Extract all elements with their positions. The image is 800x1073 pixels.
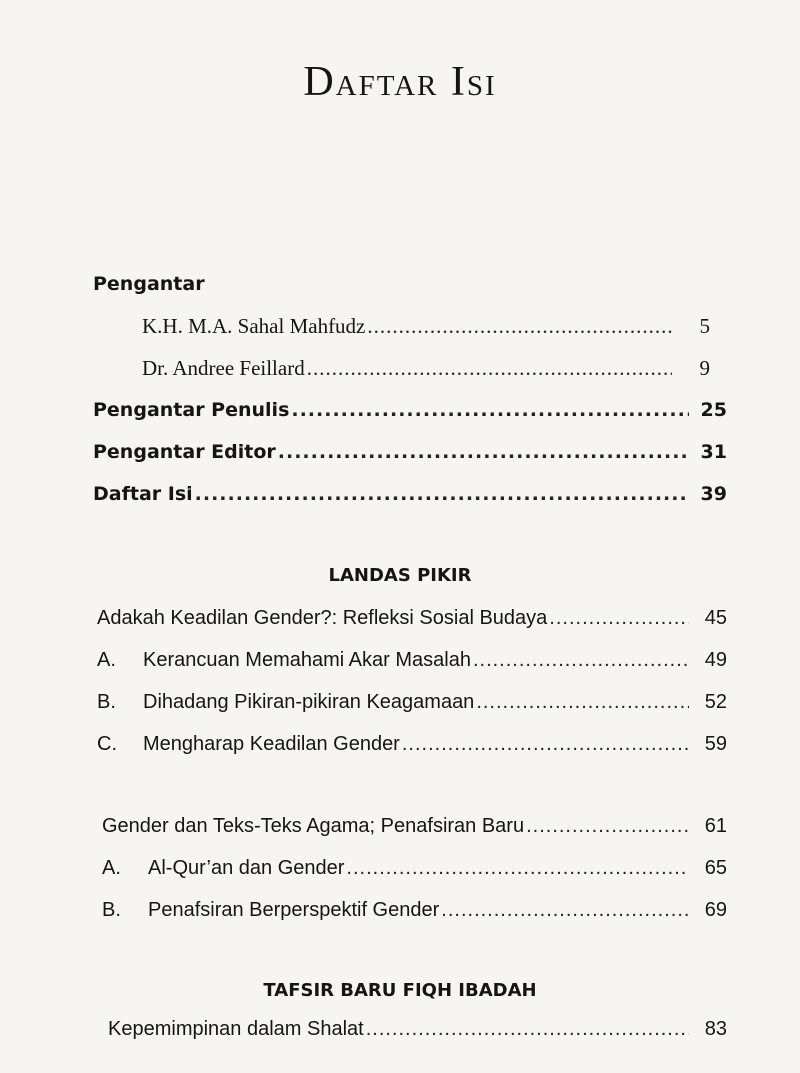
- toc-entry-article-1-a[interactable]: [97, 647, 727, 673]
- toc-entry-sahal[interactable]: [142, 313, 710, 339]
- toc-entry-page: 49: [704, 649, 727, 671]
- toc-entry-page: 59: [704, 733, 727, 755]
- toc-entry-article-2-b[interactable]: [102, 897, 727, 923]
- toc-entry-article-2[interactable]: [102, 813, 727, 839]
- leader-dots: [195, 481, 689, 507]
- toc-entry-article-1[interactable]: [97, 605, 727, 631]
- section-heading-landas-pikir: LANDAS PIKIR: [328, 565, 472, 586]
- leader-dots: [549, 605, 689, 631]
- leader-dots: [441, 897, 689, 923]
- leader-dots: [278, 439, 689, 465]
- toc-entry-label: Kerancuan Memahami Akar Masalah: [143, 649, 471, 671]
- leader-dots: [402, 731, 689, 757]
- page-title: Daftar Isi: [303, 59, 497, 105]
- toc-entry-letter: A.: [97, 649, 116, 671]
- toc-entry-letter: B.: [102, 899, 121, 921]
- leader-dots: [366, 1016, 689, 1042]
- leader-dots: [473, 647, 689, 673]
- section-heading-tafsir: TAFSIR BARU FIQH IBADAH: [263, 980, 537, 1001]
- leader-dots: [291, 397, 689, 423]
- toc-entry-label: Penafsiran Berperspektif Gender: [148, 899, 440, 921]
- leader-dots: [476, 689, 689, 715]
- toc-entry-article-1-b[interactable]: [97, 689, 727, 715]
- leader-dots: [307, 355, 672, 381]
- toc-entry-page: 31: [700, 441, 727, 463]
- toc-entry-kepemimpinan[interactable]: [108, 1016, 727, 1042]
- toc-entry-article-2-a[interactable]: [102, 855, 727, 881]
- toc-entry-letter: C.: [97, 733, 117, 755]
- toc-entry-label: Kepemimpinan dalam Shalat: [108, 1018, 364, 1040]
- leader-dots: [367, 313, 672, 339]
- toc-entry-page: 45: [704, 607, 727, 629]
- toc-entry-label: Dr. Andree Feillard: [142, 356, 305, 380]
- toc-entry-page: 5: [699, 314, 710, 338]
- toc-entry-page: 65: [704, 857, 727, 879]
- toc-entry-feillard[interactable]: [142, 355, 710, 381]
- toc-entry-page: 83: [704, 1018, 727, 1040]
- toc-entry-letter: A.: [102, 857, 121, 879]
- toc-entry-label: Daftar Isi: [93, 483, 193, 505]
- toc-entry-label: Al-Qur’an dan Gender: [148, 857, 345, 879]
- toc-heading-pengantar: Pengantar: [93, 273, 205, 295]
- toc-entry-pengantar-penulis[interactable]: [93, 397, 727, 423]
- toc-entry-label: Dihadang Pikiran-pikiran Keagamaan: [143, 691, 475, 713]
- toc-entry-label: Adakah Keadilan Gender?: Refleksi Sosial Budaya: [97, 607, 548, 629]
- toc-entry-letter: B.: [97, 691, 116, 713]
- toc-entry-daftar-isi[interactable]: [93, 481, 727, 507]
- toc-entry-page: 69: [704, 899, 727, 921]
- toc-entry-page: 25: [700, 399, 727, 421]
- toc-entry-page: 39: [700, 483, 727, 505]
- toc-entry-label: Gender dan Teks-Teks Agama; Penafsiran Baru: [102, 815, 525, 837]
- leader-dots: [346, 855, 689, 881]
- toc-entry-article-1-c[interactable]: [97, 731, 727, 757]
- toc-entry-page: 61: [704, 815, 727, 837]
- toc-entry-page: 52: [704, 691, 727, 713]
- toc-entry-label: K.H. M.A. Sahal Mahfudz: [142, 314, 366, 338]
- toc-entry-page: 9: [699, 356, 710, 380]
- toc-entry-label: Pengantar Editor: [93, 441, 276, 463]
- toc-entry-label: Mengharap Keadilan Gender: [143, 733, 400, 755]
- leader-dots: [526, 813, 689, 839]
- toc-entry-pengantar-editor[interactable]: [93, 439, 727, 465]
- toc-entry-label: Pengantar Penulis: [93, 399, 290, 421]
